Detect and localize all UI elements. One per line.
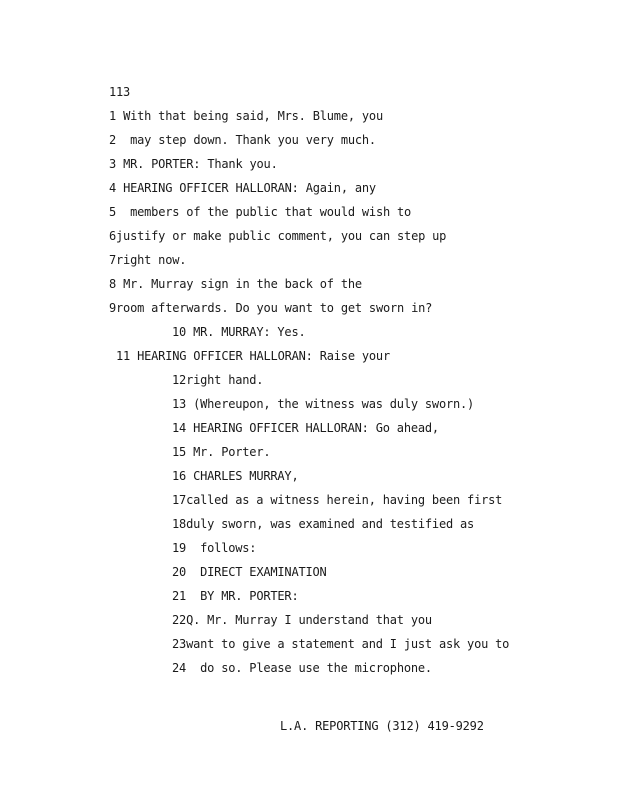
transcript-line-15 xyxy=(172,445,270,459)
line-text: members of the public that would wish to xyxy=(130,205,412,219)
line-text: Mr. Porter. xyxy=(193,445,271,459)
line-text: justify or make public comment, you can step up xyxy=(116,229,447,243)
line-number: 22 xyxy=(172,613,187,627)
line-text: (Whereupon, the witness was duly sworn.) xyxy=(193,397,475,411)
line-text: want to give a statement and I just ask you to xyxy=(186,637,510,651)
line-number: 24 xyxy=(172,661,187,675)
transcript-line-10 xyxy=(172,325,306,339)
line-number: 15 xyxy=(172,445,187,459)
line-number: 12 xyxy=(172,373,187,387)
transcript-line-18 xyxy=(172,517,474,531)
transcript-line-11 xyxy=(116,349,390,363)
transcript-line-22 xyxy=(172,613,432,627)
line-text: follows: xyxy=(200,541,257,555)
transcript-line-6 xyxy=(109,229,446,243)
line-text: called as a witness herein, having been first xyxy=(186,493,503,507)
transcript-line-20 xyxy=(172,565,327,579)
line-number: 14 xyxy=(172,421,187,435)
transcript-line-23 xyxy=(172,637,509,651)
line-number: 19 xyxy=(172,541,187,555)
line-number: 23 xyxy=(172,637,187,651)
line-number: 21 xyxy=(172,589,187,603)
line-number: 20 xyxy=(172,565,187,579)
line-number: 10 xyxy=(172,325,187,339)
line-number: 4 xyxy=(109,181,117,195)
line-text: right now. xyxy=(116,253,187,267)
page-number: 113 xyxy=(109,85,131,99)
transcript-line-19 xyxy=(172,541,256,555)
line-number: 8 xyxy=(109,277,117,291)
line-text: HEARING OFFICER HALLORAN: Again, any xyxy=(123,181,376,195)
line-number: 18 xyxy=(172,517,187,531)
line-text: MR. PORTER: Thank you. xyxy=(123,157,278,171)
line-text: CHARLES MURRAY, xyxy=(193,469,299,483)
line-text: may step down. Thank you very much. xyxy=(130,133,376,147)
line-text: duly sworn, was examined and testified as xyxy=(186,517,475,531)
line-text: do so. Please use the microphone. xyxy=(200,661,432,675)
line-text: HEARING OFFICER HALLORAN: Raise your xyxy=(137,349,390,363)
line-number: 6 xyxy=(109,229,117,243)
transcript-line-5 xyxy=(109,205,411,219)
transcript-line-7 xyxy=(109,253,186,267)
line-text: Mr. Murray sign in the back of the xyxy=(123,277,362,291)
line-number: 11 xyxy=(116,349,131,363)
transcript-line-4 xyxy=(109,181,376,195)
line-number: 13 xyxy=(172,397,187,411)
transcript-line-12 xyxy=(172,373,263,387)
line-text: right hand. xyxy=(186,373,264,387)
transcript-line-9 xyxy=(109,301,432,315)
line-number: 5 xyxy=(109,205,117,219)
footer-reporting-info: L.A. REPORTING (312) 419-9292 xyxy=(280,719,484,733)
line-text: DIRECT EXAMINATION xyxy=(200,565,327,579)
line-number: 2 xyxy=(109,133,117,147)
line-number: 9 xyxy=(109,301,117,315)
transcript-line-8 xyxy=(109,277,362,291)
transcript-line-14 xyxy=(172,421,439,435)
line-number: 1 xyxy=(109,109,117,123)
line-text: MR. MURRAY: Yes. xyxy=(193,325,306,339)
transcript-line-13 xyxy=(172,397,474,411)
transcript-line-24 xyxy=(172,661,432,675)
transcript-line-2 xyxy=(109,133,376,147)
transcript-line-1 xyxy=(109,109,383,123)
transcript-line-16 xyxy=(172,469,298,483)
line-number: 16 xyxy=(172,469,187,483)
transcript-line-17 xyxy=(172,493,502,507)
transcript-line-21 xyxy=(172,589,298,603)
line-text: With that being said, Mrs. Blume, you xyxy=(123,109,383,123)
line-number: 3 xyxy=(109,157,117,171)
line-number: 17 xyxy=(172,493,187,507)
line-text: BY MR. PORTER: xyxy=(200,589,299,603)
line-text: room afterwards. Do you want to get sworn in? xyxy=(116,301,433,315)
line-text: HEARING OFFICER HALLORAN: Go ahead, xyxy=(193,421,439,435)
line-number: 7 xyxy=(109,253,117,267)
transcript-line-3 xyxy=(109,157,278,171)
line-text: Q. Mr. Murray I understand that you xyxy=(186,613,432,627)
